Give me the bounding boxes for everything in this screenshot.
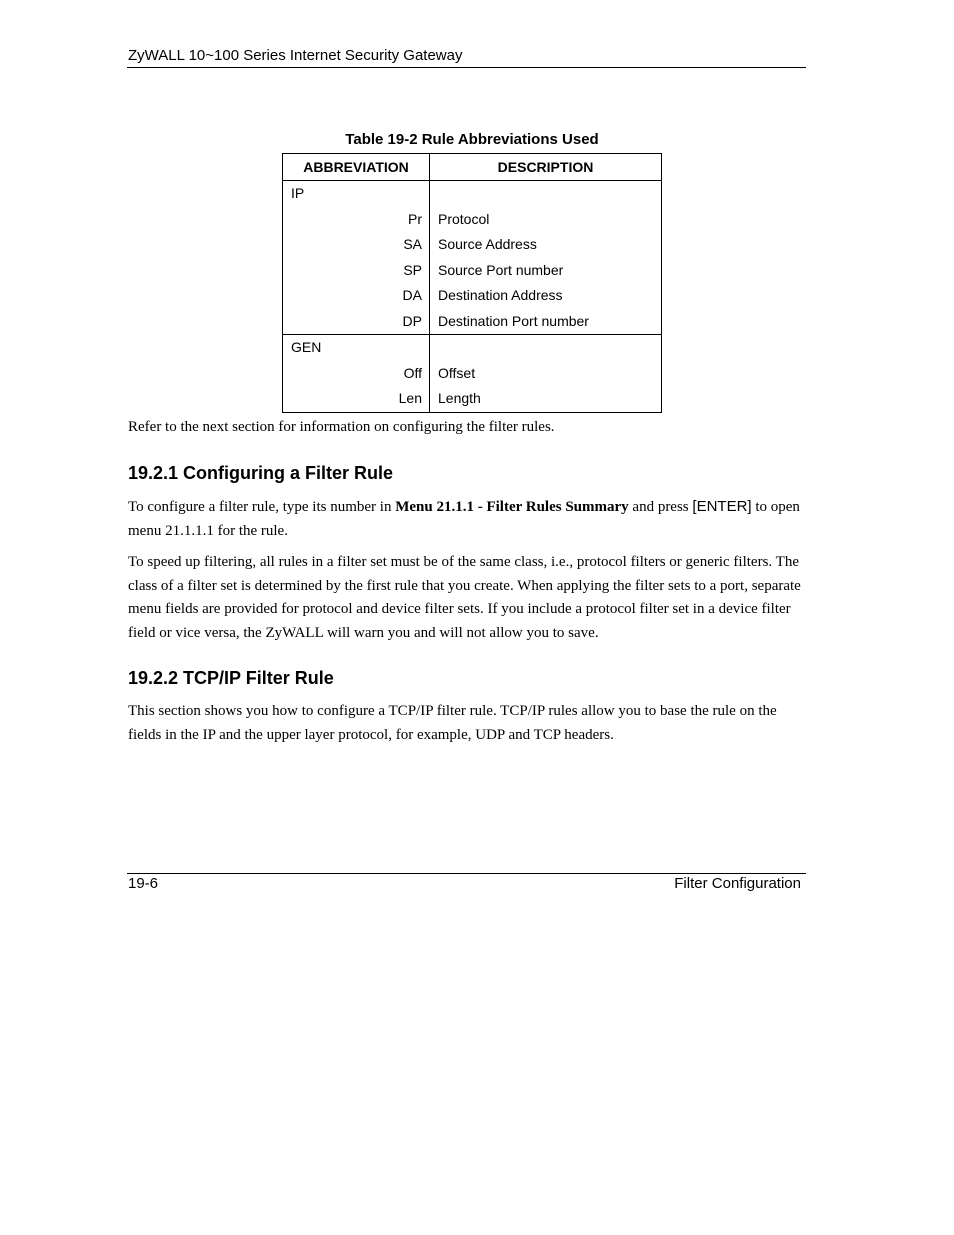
section-heading-tcpip-filter-rule: 19.2.2 TCP/IP Filter Rule	[128, 668, 334, 688]
abbr-code: DP	[402, 312, 422, 329]
description-cell	[430, 181, 662, 335]
column-header-abbreviation: ABBREVIATION	[283, 154, 430, 181]
speed-up-paragraph: To speed up filtering, all rules in a filter set must be of the same class, i.e., protocol filters or generic filters. The class of a filter set is determined by the first rule that you create. When applying the filter sets to a port, separate menu fields are provided for protocol and device filter sets. If you include a protocol filter set in a device filter field or vice versa, the ZyWALL will warn you and will not allow you to save.	[128, 554, 801, 641]
running-header: ZyWALL 10~100 Series Internet Security Gateway	[128, 47, 463, 64]
table-group-ip	[283, 181, 662, 335]
abbr-code: DA	[402, 287, 422, 303]
abbr-code: Off	[403, 364, 422, 381]
table-header-row	[283, 154, 662, 181]
abbreviation-cell	[283, 335, 430, 413]
abbr-description: Offset	[438, 364, 476, 381]
abbr-code: SA	[403, 236, 422, 252]
abbr-description: Protocol	[438, 210, 490, 227]
menu-reference: Menu 21.1.1 - Filter Rules Summary	[395, 499, 629, 515]
section-heading-configuring-filter-rule: 19.2.1 Configuring a Filter Rule	[128, 463, 394, 483]
abbr-description: Source Port number	[438, 261, 564, 278]
chapter-title: Filter Configuration	[674, 875, 801, 892]
page-number: 19-6	[128, 875, 159, 892]
abbr-code: SP	[403, 261, 422, 278]
header-divider	[127, 67, 806, 68]
table-group-gen	[283, 335, 662, 413]
enter-key-label: [ENTER]	[692, 498, 752, 515]
group-label: IP	[291, 185, 305, 201]
configure-paragraph	[128, 495, 808, 543]
tcpip-paragraph: This section shows you how to configure a TCP/IP filter rule. TCP/IP rules allow you to base the rule on the fields in the IP and the upper layer protocol, for example, UDP and TCP headers.	[128, 703, 777, 743]
abbr-description: Destination Address	[438, 287, 563, 303]
description-cell	[430, 335, 662, 413]
refer-paragraph: Refer to the next section for information on configuring the filter rules.	[128, 419, 555, 435]
group-label: GEN	[291, 339, 322, 355]
abbr-description: Destination Port number	[438, 312, 589, 329]
abbr-code: Len	[398, 390, 422, 406]
footer-divider	[127, 873, 806, 874]
abbr-description: Source Address	[438, 236, 537, 252]
abbreviation-cell	[283, 181, 430, 335]
abbr-description: Length	[438, 390, 481, 406]
text-run: and press	[628, 499, 693, 515]
text-run: To configure a filter rule, type its number in	[128, 499, 396, 515]
abbreviations-table	[282, 153, 662, 413]
column-header-description: DESCRIPTION	[430, 154, 662, 181]
abbr-code: Pr	[408, 210, 422, 227]
group-description-blank	[430, 335, 661, 361]
group-description-blank	[430, 181, 661, 207]
table-caption: Table 19-2 Rule Abbreviations Used	[345, 131, 599, 148]
text-run: to open menu 21.1.1.1 for the rule.	[128, 499, 800, 539]
